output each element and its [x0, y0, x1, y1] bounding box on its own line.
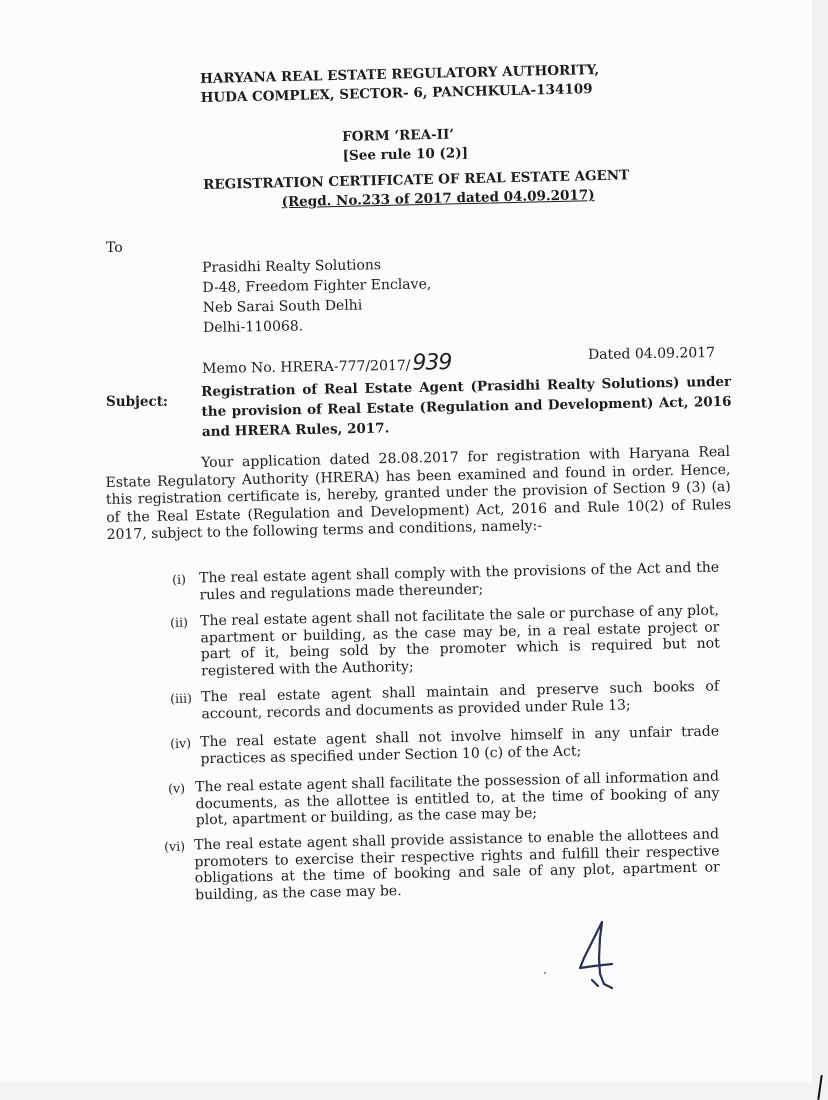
term-number: (i)	[172, 571, 187, 587]
subject-label: Subject:	[106, 394, 168, 410]
registration-number: (Regd. No.233 of 2017 dated 04.09.2017)	[281, 187, 595, 211]
term-text: The real estate agent shall not facilitate the sale or purchase of any plot, apartment or building, as the case may be, in a real estate project or part of it, being sold by the promoter which is required but not registered with the Authority;	[199, 602, 720, 679]
body-paragraph: Your application dated 28.08.2017 for registration with Haryana Real Estate Regulatory Authority (HRERA) has been examined and found in order. Hence, this registration certificate is, hereby, granted under the provision of Section 9 (3) (a) of the Real Estate (Regulation and Development) Act, 2016 and Rule 10(2) of Rules 2017, subject to the following terms and conditions, namely:-	[105, 443, 732, 543]
authority-address: HUDA COMPLEX, SECTOR- 6, PANCHKULA-134109	[200, 81, 593, 106]
term-number: (vi)	[164, 838, 186, 854]
term-item	[172, 560, 720, 604]
term-text: The real estate agent shall comply with the provisions of the Act and the rules and regulations made thereunder;	[198, 559, 720, 603]
term-item	[164, 826, 720, 904]
subject-text: Registration of Real Estate Agent (Prasidhi Realty Solutions) under the provision of Real Estate (Regulation and Development) Act, 2016 and HRERA Rules, 2017.	[201, 373, 732, 440]
term-item	[168, 768, 720, 829]
address-line: D-48, Freedom Fighter Enclave,	[202, 276, 432, 296]
memo-handwritten-number: 939	[412, 350, 452, 376]
term-item	[170, 724, 720, 768]
certificate-title: REGISTRATION CERTIFICATE OF REAL ESTATE AGENT	[203, 167, 630, 193]
term-text: The real estate agent shall provide assistance to enable the allottees and promoters to exercise their respective rights and fulfill their respective obligations at the time of booking and sale of any plot, apartment or building, as the case may be.	[193, 826, 720, 903]
scan-edge-right	[812, 0, 828, 1100]
term-text: The real estate agent shall facilitate the possession of all information and documents, as the allottee is entitled to, at the time of booking of any plot, apartment or building, as the case may be;	[194, 768, 720, 829]
term-text: The real estate agent shall not involve himself in any unfair trade practices as specified under Section 10 (c) of the Act;	[199, 723, 720, 767]
memo-date: Dated 04.09.2017	[587, 345, 716, 363]
memo-number	[202, 350, 452, 379]
authority-name: HARYANA REAL ESTATE REGULATORY AUTHORITY,	[200, 61, 600, 87]
authority-header	[200, 60, 621, 108]
address-line: Neb Sarai South Delhi	[202, 297, 363, 316]
form-rule: [See rule 10 (2)]	[342, 145, 469, 164]
term-number: (ii)	[170, 614, 189, 630]
term-text: The real estate agent shall maintain and preserve such books of account, records and documents as provided under Rule 13;	[200, 678, 720, 722]
scan-edge-bottom	[0, 1082, 828, 1100]
address-line: Prasidhi Realty Solutions	[202, 257, 382, 276]
handwritten-signature	[572, 918, 628, 990]
term-item	[170, 679, 720, 723]
form-heading	[342, 125, 468, 166]
recipient-address	[202, 254, 432, 338]
address-line: Delhi-110068.	[202, 318, 304, 336]
ink-speck	[544, 972, 546, 974]
term-item	[170, 603, 720, 680]
form-name: FORM ‘REA-II’	[342, 126, 455, 145]
to-label: To	[106, 240, 123, 256]
term-number: (v)	[168, 780, 186, 796]
certificate-heading	[203, 166, 634, 214]
term-number: (iv)	[170, 735, 192, 751]
memo-label: Memo No. HRERA-777/2017/	[202, 357, 411, 377]
term-number: (iii)	[170, 690, 193, 706]
